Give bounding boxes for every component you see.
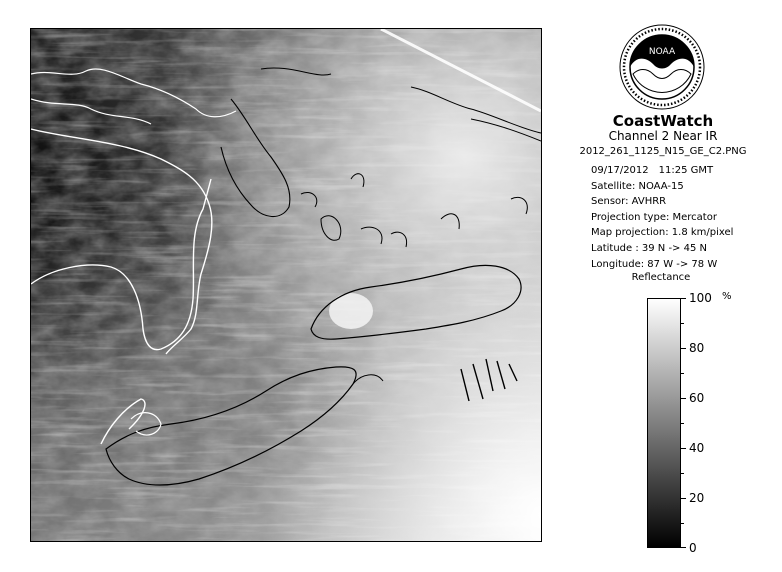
- colorbar-tick-mark: [681, 448, 686, 449]
- colorbar-minor-tick: [681, 323, 684, 324]
- satellite-row: Satellite: NOAA-15: [591, 180, 684, 192]
- colorbar-tick-mark: [681, 547, 686, 548]
- date-time-row: [591, 163, 771, 179]
- colorbar-tick-label: 60: [689, 391, 705, 405]
- channel-subtitle: Channel 2 Near IR: [608, 129, 718, 143]
- colorbar-tick-mark: [681, 348, 686, 349]
- map-projection-row: Map projection: 1.8 km/pixel: [591, 227, 734, 239]
- colorbar-minor-tick: [681, 373, 684, 374]
- satellite-map: [30, 28, 542, 542]
- latitude-row: Latitude : 39 N -> 45 N: [591, 242, 707, 254]
- map-image: [31, 29, 541, 541]
- noaa-logo-icon: [619, 24, 705, 110]
- colorbar-tick-label: 100: [689, 291, 712, 305]
- longitude-row: Longitude: 87 W -> 78 W: [591, 258, 718, 270]
- reflectance-colorbar: [647, 298, 681, 548]
- colorbar-tick-mark: [681, 298, 686, 299]
- colorbar-tick-mark: [681, 398, 686, 399]
- projection-type-row: Projection type: Mercator: [591, 211, 717, 223]
- brand-title: CoastWatch: [612, 112, 714, 130]
- colorbar-tick-label: 40: [689, 441, 705, 455]
- logo-text: NOAA: [648, 47, 676, 57]
- colorbar-label: Reflectance: [631, 272, 691, 283]
- colorbar-tick-label: 20: [689, 491, 705, 505]
- colorbar-minor-tick: [681, 523, 684, 524]
- colorbar-ticks: [681, 291, 761, 555]
- colorbar-tick-label: 0: [689, 541, 697, 555]
- time-value: 11:25 GMT: [658, 165, 714, 176]
- colorbar-minor-tick: [681, 423, 684, 424]
- colorbar-unit: %: [722, 291, 732, 302]
- date-value: 09/17/2012: [591, 165, 649, 176]
- image-filename: 2012_261_1125_N15_GE_C2.PNG: [579, 146, 747, 157]
- colorbar-tick-mark: [681, 498, 686, 499]
- sensor-row: Sensor: AVHRR: [591, 196, 667, 208]
- colorbar-minor-tick: [681, 473, 684, 474]
- colorbar-tick-label: 80: [689, 341, 705, 355]
- metadata-block: [591, 163, 771, 272]
